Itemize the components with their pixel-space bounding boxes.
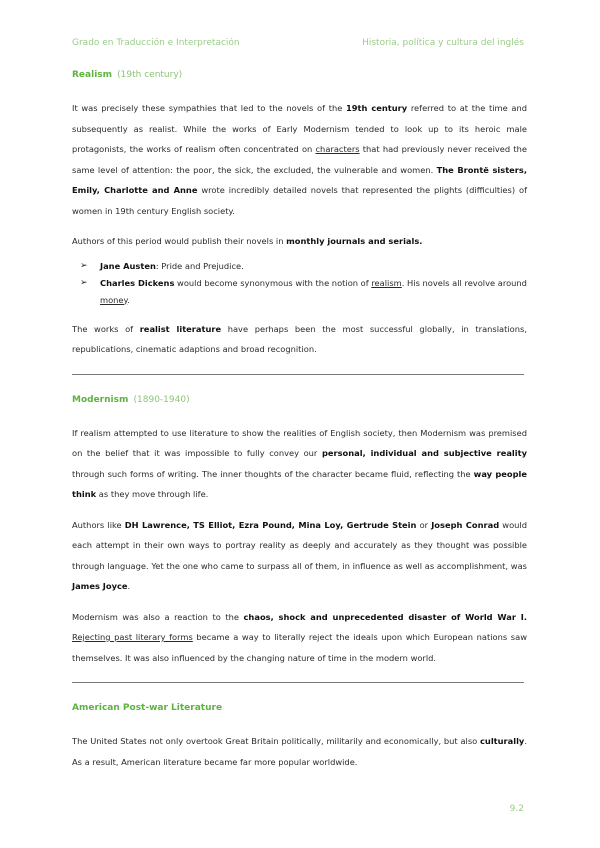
text: through such forms of writing. The inner thoughts of the character became fluid, reflecting the bbox=[72, 468, 474, 479]
bold-text: The Brontë sisters, Emily, Charlotte and Anne bbox=[72, 164, 527, 195]
text: Modernism was also a reaction to the bbox=[72, 611, 244, 622]
heading-title: Realism bbox=[72, 70, 113, 80]
text: It was precisely these sympathies that led to the novels of the bbox=[72, 103, 346, 113]
bold-text: Charles Dickens bbox=[100, 277, 175, 288]
heading-subtitle: (19th century) bbox=[117, 70, 183, 80]
bold-text: monthly journals and serials. bbox=[286, 236, 423, 246]
section-heading-realism bbox=[72, 70, 527, 80]
text: Authors like bbox=[72, 519, 125, 530]
bold-text: culturally bbox=[480, 736, 525, 746]
text: would become synonymous with the notion of bbox=[174, 277, 372, 288]
list-item bbox=[80, 275, 527, 309]
text: If realism attempted to use literature to show the realities of English society, then Modernism was premised on the belief that it was impossible to fully convey our bbox=[72, 427, 527, 458]
bold-text: DH Lawrence, TS Elliot, Ezra Pound, Mina Loy, Gertrude Stein bbox=[124, 519, 417, 530]
underlined-text: Rejecting past literary forms bbox=[72, 632, 193, 642]
section-heading-american bbox=[72, 703, 527, 713]
arrow-bullet-icon: ➢ bbox=[80, 277, 88, 288]
underlined-text: realism bbox=[371, 277, 402, 288]
paragraph bbox=[72, 231, 527, 252]
document-body bbox=[72, 70, 527, 782]
header-course: Grado en Traducción e Interpretación bbox=[72, 38, 240, 48]
underlined-text: money bbox=[100, 294, 128, 305]
bold-text: Joseph Conrad bbox=[431, 519, 500, 530]
page-header bbox=[72, 38, 524, 52]
text: referred to at the time and subsequently as realist. While the works of Early Modernism tended to look up to its heroic male protagonists, the works of realism often concentrated on bbox=[72, 103, 527, 154]
section-heading-modernism bbox=[72, 395, 527, 405]
paragraph bbox=[72, 319, 527, 360]
text: as they move through life. bbox=[96, 489, 209, 499]
bold-text: James Joyce bbox=[72, 581, 128, 591]
paragraph bbox=[72, 98, 527, 221]
page-number: 9.2 bbox=[509, 804, 524, 814]
paragraph bbox=[72, 423, 527, 505]
bold-text: way people think bbox=[72, 468, 527, 499]
text: The works of bbox=[72, 323, 140, 334]
paragraph bbox=[72, 731, 527, 772]
text: became a way to literally reject the ideals upon which European nations saw themselves. It was also influenced by the changing nature of time in the modern world. bbox=[72, 632, 528, 663]
text: . bbox=[127, 294, 130, 305]
section-divider bbox=[72, 682, 524, 683]
text: . His novels all revolve around bbox=[401, 277, 527, 288]
bold-text: chaos, shock and unprecedented disaster of World War I. bbox=[243, 611, 527, 622]
arrow-bullet-icon: ➢ bbox=[80, 260, 88, 271]
heading-title: American Post-war Literature bbox=[72, 703, 223, 713]
paragraph bbox=[72, 515, 527, 597]
text: would each attempt in their own ways to portray reality as deeply and accurately as they thought was possible through language. Yet the one who came to surpass all of them, in influence as well as accomplishment, was bbox=[72, 519, 527, 571]
underlined-text: characters bbox=[315, 144, 360, 154]
header-subject: Historia, política y cultura del inglés bbox=[362, 38, 524, 48]
bold-text: realist literature bbox=[139, 323, 222, 334]
text: Authors of this period would publish their novels in bbox=[72, 236, 287, 246]
text: that had previously never received the same level of attention: the poor, the sick, the excluded, the vulnerable and women. bbox=[72, 144, 527, 175]
section-divider bbox=[72, 374, 524, 375]
text: or bbox=[416, 519, 432, 530]
heading-subtitle: (1890-1940) bbox=[133, 394, 190, 405]
text: : Pride and Prejudice. bbox=[155, 260, 244, 271]
heading-title: Modernism bbox=[72, 394, 129, 405]
bold-text: Jane Austen bbox=[100, 260, 156, 271]
text: wrote incredibly detailed novels that represented the plights (difficulties) of women in 19th century English society. bbox=[72, 185, 527, 216]
bullet-list bbox=[80, 258, 527, 309]
bold-text: personal, individual and subjective reality bbox=[321, 448, 527, 458]
text: The United States not only overtook Great Britain politically, militarily and economically, but also bbox=[72, 736, 481, 746]
list-item bbox=[80, 258, 527, 275]
text: . As a result, American literature became far more popular worldwide. bbox=[72, 736, 527, 767]
bold-text: 19th century bbox=[345, 103, 408, 113]
text: have perhaps been the most successful globally, in translations, republications, cinematic adaptions and broad recognition. bbox=[72, 323, 527, 354]
text: . bbox=[127, 581, 131, 591]
paragraph bbox=[72, 607, 527, 669]
